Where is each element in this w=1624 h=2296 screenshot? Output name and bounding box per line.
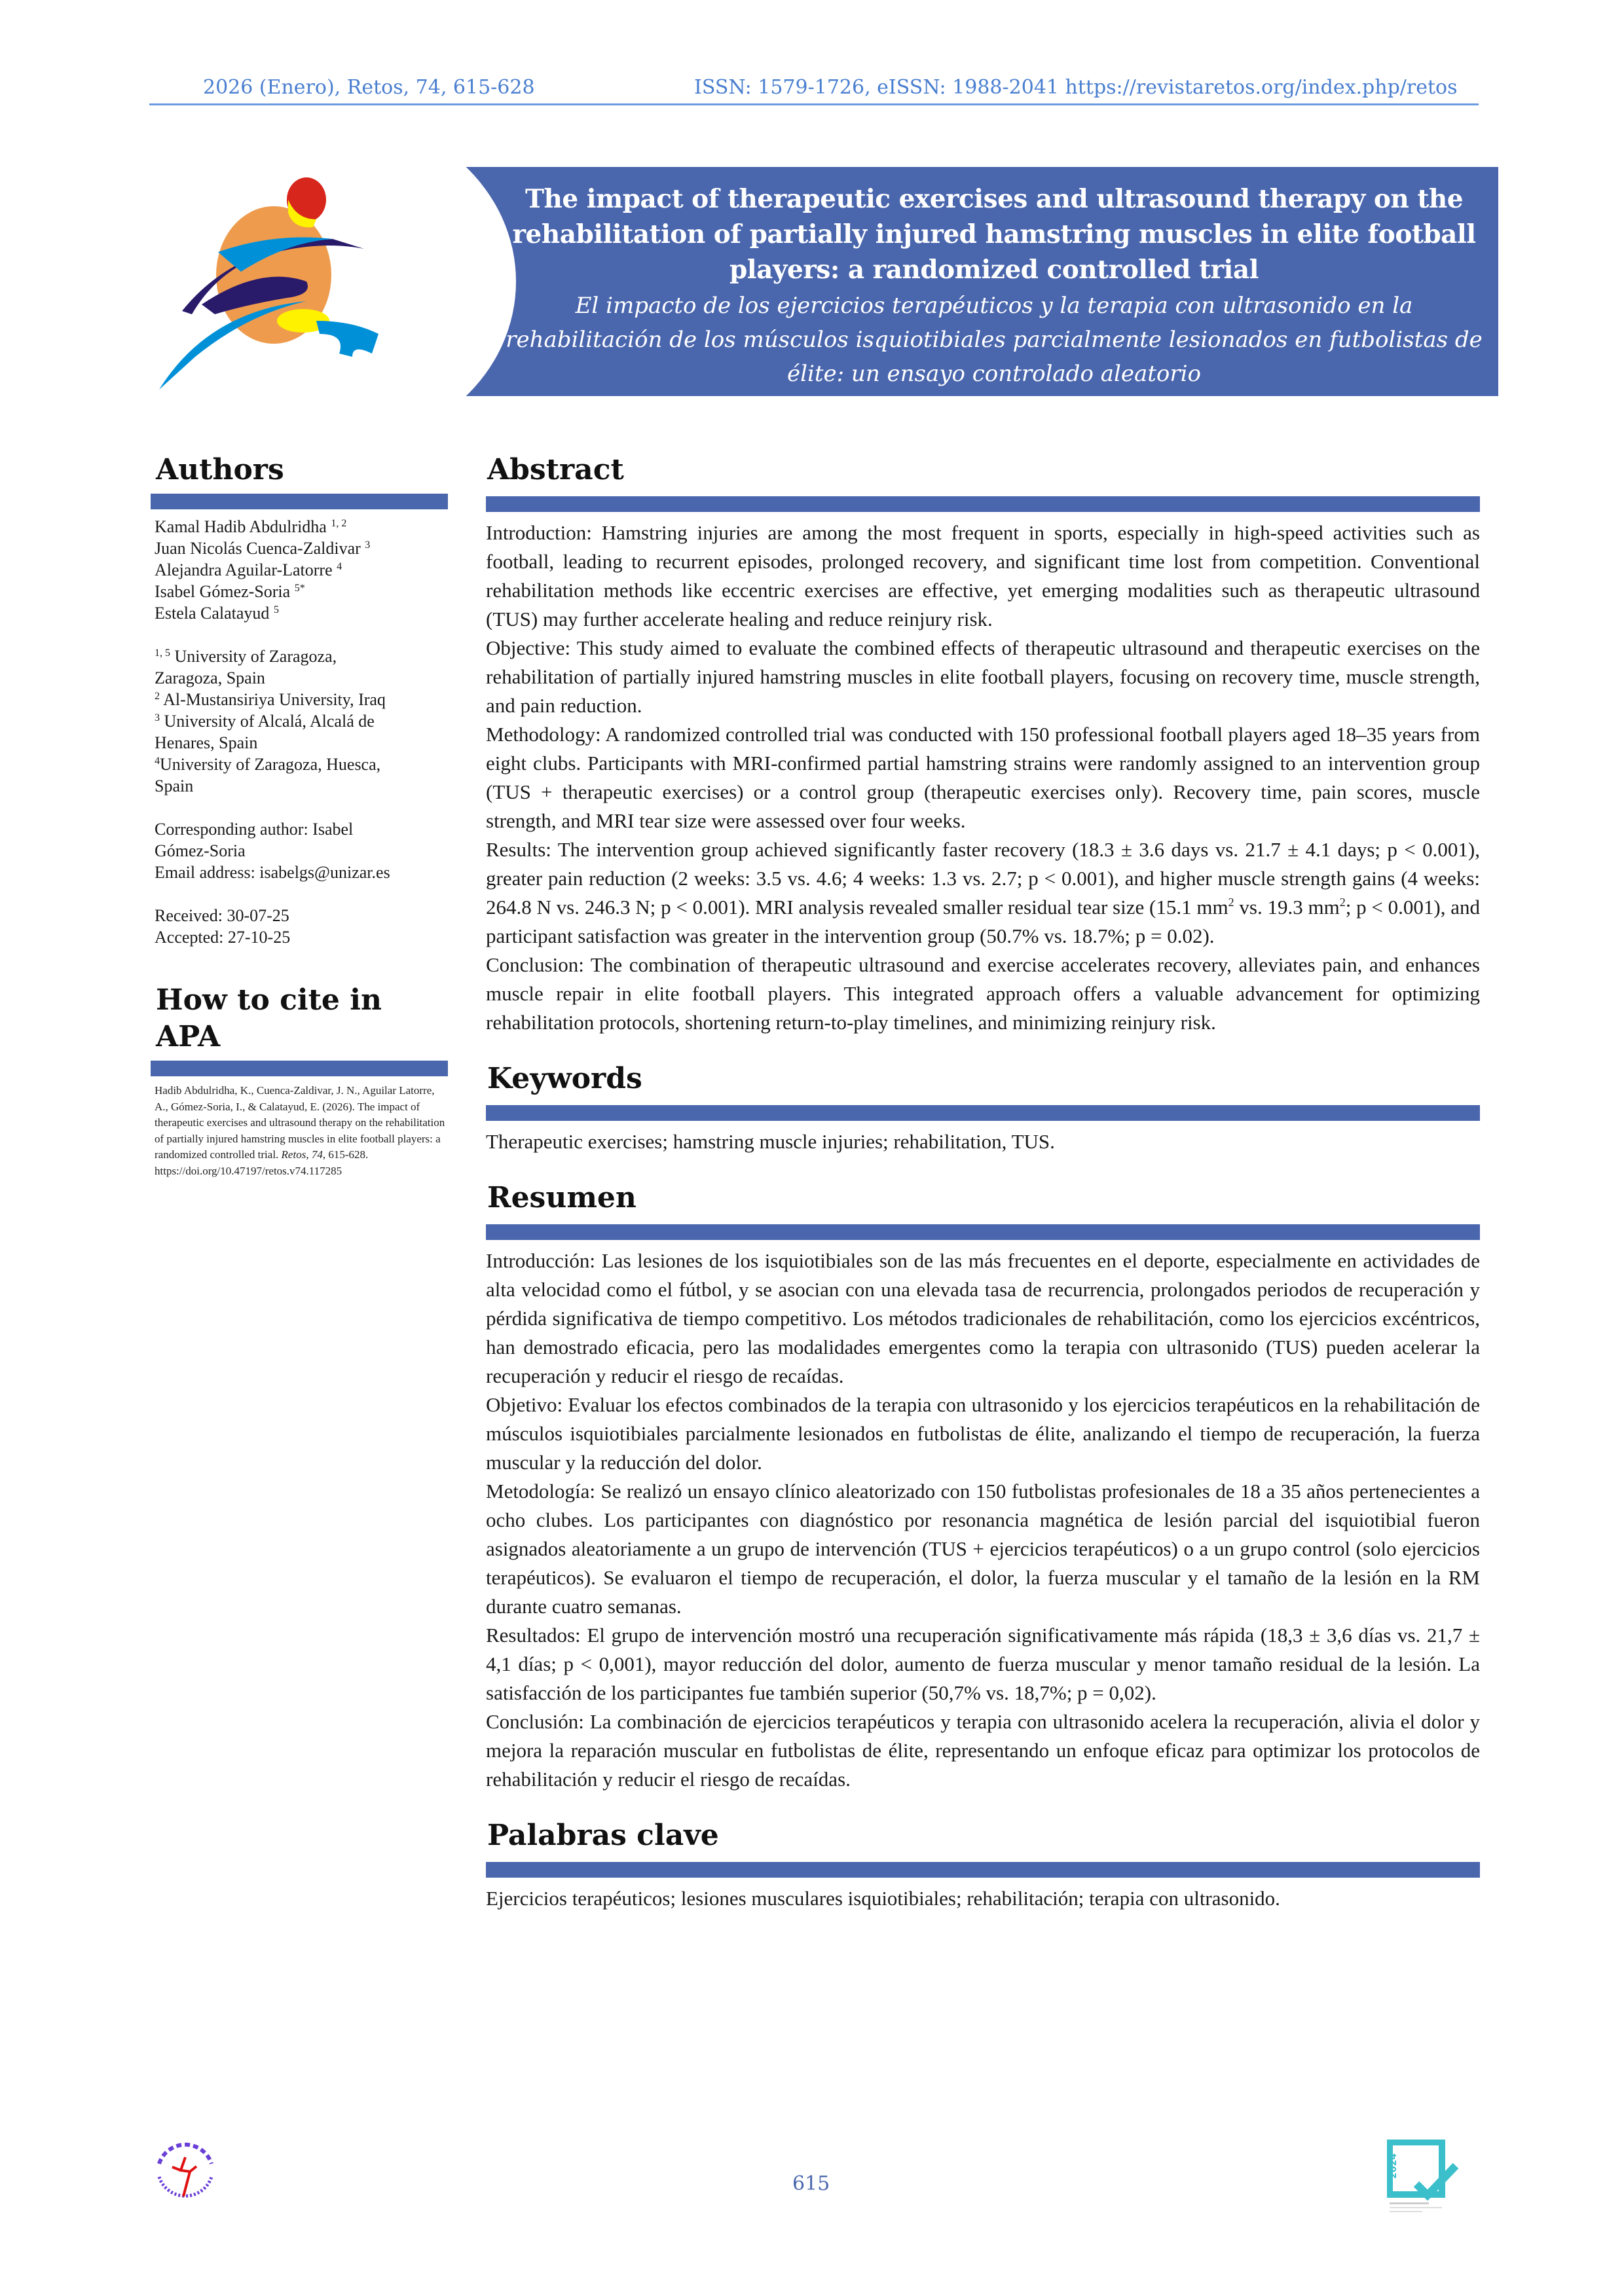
results-text: Results: The intervention group achieved significantly faster recovery (18.3 ± 3.6 days vs. 21.7 ± 4.1 days; p < 0.001), greater pain reduction (2 weeks: 3.5 vs. 4.6; 4 weeks: 1.3 vs. 2.7; p < 0.001), and higher muscle strength gains (4 weeks: 264.8 N vs. 246.3 N; p < 0.001). MRI analysis revealed smaller residual tear size (15.1 mm xyxy=(486,838,1480,919)
results-text: ; p < 0.001), and participant satisfaction was greater in the intervention group (50.7% vs. 18.7%; p = 0.02). xyxy=(486,896,1480,947)
accepted-date: Accepted: 27-10-25 xyxy=(155,928,291,947)
affiliation-item xyxy=(155,646,449,667)
affiliation-text: Al-Mustansiriya University, Iraq xyxy=(163,690,386,709)
main-content xyxy=(486,452,1480,1913)
apa-citation xyxy=(155,1083,447,1179)
affiliation-text: Henares, Spain xyxy=(155,733,258,752)
corresponding-author-name: Gómez-Soria xyxy=(155,841,246,860)
affiliation-mark: 2 xyxy=(155,691,160,702)
title-english-line: The impact of therapeutic exercises and ultrasound therapy on the xyxy=(525,184,1464,214)
sidebar xyxy=(155,452,449,1179)
journal-issue-info: 2026 (Enero), Retos, 74, 615-628 xyxy=(203,76,535,99)
affiliation-item xyxy=(155,710,449,732)
svg-text:2024: 2024 xyxy=(1388,2153,1399,2179)
affiliation-item xyxy=(155,754,449,775)
author-affiliation-mark: 3 xyxy=(365,539,371,551)
keywords-heading: Keywords xyxy=(487,1062,642,1095)
title-spanish xyxy=(490,289,1498,391)
abstract-methodology: Methodology: A randomized controlled trial was conducted with 150 professional football players aged 18–35 years from eight clubs. Participants with MRI-confirmed partial hamstring strains were randomly assigned to an intervention group (TUS + therapeutic exercises) or a control group (therapeutic exercises only). Recovery time, pain scores, muscle strength, and MRI tear size were assessed over four weeks. xyxy=(486,723,1480,832)
results-text: vs. 19.3 mm xyxy=(1234,896,1340,919)
received-date: Received: 30-07-25 xyxy=(155,906,289,925)
author-item xyxy=(155,602,449,624)
corresponding-author: Corresponding author: Isabel xyxy=(155,820,354,839)
author-name: Kamal Hadib Abdulridha xyxy=(155,517,327,536)
resumen-conclusion: Conclusión: La combinación de ejercicios terapéuticos y terapia con ultrasonido acelera la recuperación, alivia el dolor y mejora la reparación muscular en futbolistas de élite, representando un enfoque eficaz para optimizar los protocolos de rehabilitación y reducir el riesgo de recaídas. xyxy=(486,1710,1480,1791)
affiliation-mark: 4 xyxy=(155,756,160,767)
author-item xyxy=(155,581,449,602)
title-english-line: players: a randomized controlled trial xyxy=(729,255,1259,285)
author-item xyxy=(155,516,449,538)
affiliation-item xyxy=(155,689,449,710)
resumen-resultados: Resultados: El grupo de intervención mostró una recuperación significativamente más rápida (18,3 ± 3,6 días vs. 21,7 ± 4,1 días; p < 0,001), mayor reducción del dolor, aumento de fuerza muscular y menor tamaño residual de la lesión. La satisfacción de los participantes fue también superior (50,7% vs. 18,7%; p = 0,02). xyxy=(486,1624,1480,1704)
running-header xyxy=(149,72,1479,111)
resumen-introduccion: Introducción: Las lesiones de los isquiotibiales son de las más frecuentes en el deporte, especialmente en actividades de alta velocidad como el fútbol, y se asocian con una elevada tasa de recurrencia, prolongados periodos de recuperación y pérdida significativa de tiempo competitivo. Los métodos tradicionales de rehabilitación, como los ejercicios excéntricos, han demostrado eficacia, pero las modalidades emergentes como la terapia con ultrasonido (TUS) pueden acelerar la recuperación y reducir el riesgo de recaídas. xyxy=(486,1249,1480,1387)
abstract-results xyxy=(486,835,1480,951)
author-list xyxy=(155,516,449,624)
citation-journal: Retos, 74 xyxy=(281,1148,323,1161)
affiliation-text: University of Zaragoza, xyxy=(174,647,337,666)
affiliation-text: Zaragoza, Spain xyxy=(155,668,265,687)
palabras-clave-heading: Palabras clave xyxy=(487,1819,719,1852)
title-spanish-line: élite: un ensayo controlado aleatorio xyxy=(787,361,1201,387)
author-affiliation-mark: 5* xyxy=(294,583,305,594)
issn-and-url[interactable]: ISSN: 1579-1726, eISSN: 1988-2041 https://revistaretos.org/index.php/retos xyxy=(694,76,1458,99)
section-bar xyxy=(486,496,1480,512)
resumen-heading: Resumen xyxy=(487,1181,637,1214)
keywords-text: Therapeutic exercises; hamstring muscle injuries; rehabilitation, TUS. xyxy=(486,1130,1055,1153)
title-english xyxy=(490,181,1498,287)
author-affiliation-mark: 5 xyxy=(273,604,279,615)
section-bar xyxy=(486,1862,1480,1878)
feadef-logo-icon xyxy=(149,2138,221,2210)
resumen-metodologia: Metodología: Se realizó un ensayo clínico aleatorizado con 150 futbolistas profesionales de 18 a 35 años pertenecientes a ocho clubes. Los participantes con diagnóstico por resonancia magnética de lesión parcial del isquiotibial fueron asignados aleatoriamente a un grupo de intervención (TUS + ejercicios terapéuticos) o a un grupo control (solo ejercicios terapéuticos). Se evaluaron el tiempo de recuperación, el dolor, la fuerza muscular y el tamaño de la lesión en la RM durante cuatro semanas. xyxy=(486,1480,1480,1618)
author-name: Juan Nicolás Cuenca-Zaldivar xyxy=(155,539,361,558)
header-rule xyxy=(149,103,1479,105)
affiliation-mark: 1, 5 xyxy=(155,647,170,659)
page-number: 615 xyxy=(792,2172,830,2195)
author-name: Estela Calatayud xyxy=(155,604,270,623)
abstract-objective: Objective: This study aimed to evaluate the combined effects of therapeutic ultrasound and therapeutic exercises on the rehabilitation of partially injured hamstring muscles in elite football players, focusing on recovery time, muscle strength, and pain reduction. xyxy=(486,636,1480,717)
affiliation-mark: 3 xyxy=(155,712,160,723)
title-spanish-line: El impacto de los ejercicios terapéuticos y la terapia con ultrasonido en la xyxy=(575,293,1413,319)
affiliation-text: University of Zaragoza, Huesca, xyxy=(160,755,381,774)
author-affiliation-mark: 1, 2 xyxy=(331,518,347,529)
title-spanish-line: rehabilitación de los músculos isquiotibiales parcialmente lesionados en futbolistas de xyxy=(506,327,1483,353)
cite-heading: How to cite in APA xyxy=(156,983,382,1053)
citation-doi-link[interactable]: https://doi.org/10.47197/retos.v74.117285 xyxy=(155,1164,342,1177)
email-address[interactable]: Email address: isabelgs@unizar.es xyxy=(155,863,390,882)
author-affiliation-mark: 4 xyxy=(337,561,342,572)
article-title xyxy=(490,181,1498,391)
section-bar xyxy=(486,1224,1480,1240)
author-item xyxy=(155,538,449,559)
author-name: Isabel Gómez-Soria xyxy=(155,582,291,601)
authors-heading: Authors xyxy=(156,453,284,486)
citation-text: Hadib Abdulridha, K., Cuenca-Zaldivar, J. N., Aguilar Latorre, A., Gómez-Soria, I., & Calatayud, E. (2026). The impact of therapeutic exercises and ultrasound therapy on the rehabilitation of partially injured hamstring muscles in elite football players: a randomized controlled trial. xyxy=(155,1084,445,1161)
affiliation-list xyxy=(155,646,449,797)
author-name: Alejandra Aguilar-Latorre xyxy=(155,560,333,579)
abstract-introduction: Introduction: Hamstring injuries are among the most frequent in sports, especially in high-speed activities such as football, leading to recurrent episodes, prolonged recovery, and significant time lost from competition. Conventional rehabilitation methods like eccentric exercises are effective, yet emerging modalities such as therapeutic ultrasound (TUS) may further accelerate healing and reduce reinjury risk. xyxy=(486,521,1480,630)
superscript: 2 xyxy=(1339,896,1346,909)
title-banner xyxy=(149,167,1498,396)
palabras-clave-text: Ejercicios terapéuticos; lesiones musculares isquiotibiales; rehabilitación; terapia con ultrasonido. xyxy=(486,1887,1280,1910)
resumen-objetivo: Objetivo: Evaluar los efectos combinados de la terapia con ultrasonido y los ejercicios terapéuticos en la rehabilitación de músculos isquiotibiales parcialmente lesionados en futbolistas de élite, analizando el tiempo de recuperación, la fuerza muscular y la reducción del dolor. xyxy=(486,1393,1480,1474)
title-english-line: rehabilitation of partially injured hamstring muscles in elite football xyxy=(512,219,1476,249)
author-item xyxy=(155,559,449,581)
superscript: 2 xyxy=(1228,896,1234,909)
section-bar xyxy=(151,494,448,509)
affiliation-text: Spain xyxy=(155,776,194,795)
retos-runner-logo-icon xyxy=(156,173,378,390)
abstract-heading: Abstract xyxy=(487,453,624,486)
abstract-conclusion: Conclusion: The combination of therapeutic ultrasound and exercise accelerates recovery, alleviates pain, and enhances muscle repair in elite football players. This integrated approach offers a valuable advancement for optimizing rehabilitation protocols, shortening return-to-play timelines, and minimizing reinjury risk. xyxy=(486,953,1480,1034)
affiliation-text: University of Alcalá, Alcalá de xyxy=(164,712,375,731)
section-bar xyxy=(151,1061,448,1076)
citation-pages: , 615-628. xyxy=(322,1148,369,1161)
quality-badge-icon xyxy=(1387,2140,1459,2218)
section-bar xyxy=(486,1105,1480,1121)
